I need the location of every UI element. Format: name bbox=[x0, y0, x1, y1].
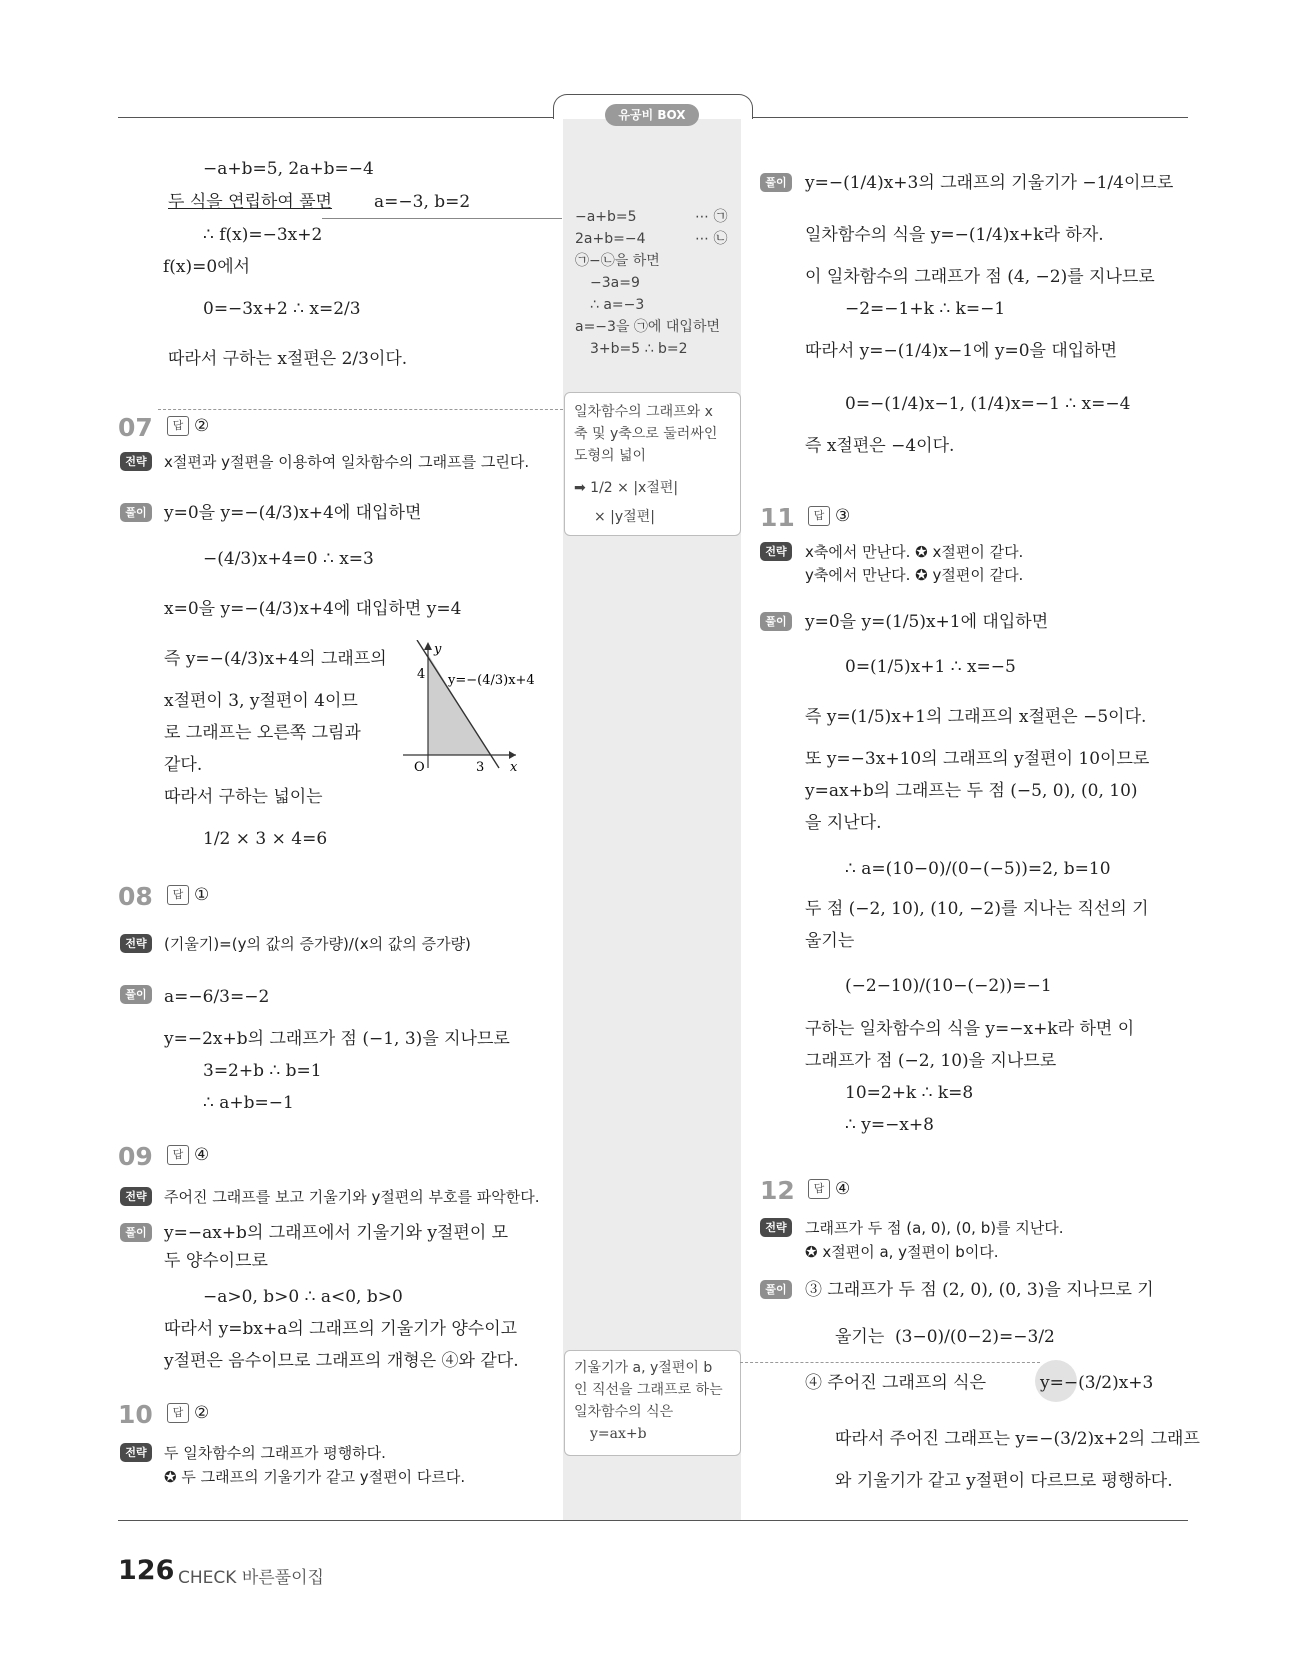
strategy-12-1: 그래프가 두 점 (a, 0), (0, b)를 지난다. bbox=[805, 1219, 1064, 1237]
graph-x-tick: 3 bbox=[476, 760, 485, 774]
question-number-08: 08 bbox=[118, 882, 153, 911]
q10-line-1: y=−(1/4)x+3의 그래프의 기울기가 −1/4이므로 bbox=[805, 173, 1174, 193]
q11-line-4: 또 y=−3x+10의 그래프의 y절편이 10이므로 bbox=[805, 749, 1150, 769]
q12-line-2: 울기는 bbox=[835, 1327, 885, 1347]
side-system-3: ㉠−㉡을 하면 bbox=[575, 253, 660, 269]
q11-line-12: 그래프가 점 (−2, 10)을 지나므로 bbox=[805, 1051, 1057, 1071]
q07-line-8: 따라서 구하는 넓이는 bbox=[164, 787, 323, 807]
q08-line-3: 3=2+b ∴ b=1 bbox=[203, 1061, 322, 1081]
q07-graph bbox=[398, 640, 550, 774]
bottom-rule bbox=[118, 1520, 1188, 1521]
q11-line-14: ∴ y=−x+8 bbox=[845, 1115, 934, 1135]
y-arrow bbox=[424, 642, 432, 650]
side-box1-line-3: 도형의 넓이 bbox=[574, 448, 647, 464]
q09-line-3: −a>0, b>0 ∴ a<0, b>0 bbox=[203, 1287, 403, 1307]
q10-line-7: 즉 x절편은 −4이다. bbox=[805, 436, 955, 456]
side-system-7: 3+b=5 ∴ b=2 bbox=[590, 341, 688, 357]
answer-09-value: ④ bbox=[194, 1145, 210, 1165]
answer-12-value: ④ bbox=[835, 1179, 851, 1199]
strategy-10-1: 두 일차함수의 그래프가 평행하다. bbox=[164, 1444, 386, 1462]
answer-08-value: ① bbox=[194, 885, 210, 905]
strategy-11-2: y축에서 만난다. ✪ y절편이 같다. bbox=[805, 566, 1024, 584]
q08-line-4: ∴ a+b=−1 bbox=[203, 1093, 294, 1113]
answer-07-value: ② bbox=[194, 416, 210, 436]
box-label: 유공비 BOX bbox=[605, 104, 699, 126]
q10-line-2: 일차함수의 식을 y=−(1/4)x+k라 하자. bbox=[805, 225, 1104, 245]
q10-line-4: −2=−1+k ∴ k=−1 bbox=[845, 299, 1006, 319]
answer-09: 답 ④ bbox=[167, 1145, 209, 1165]
question-number-11: 11 bbox=[760, 503, 795, 532]
q07-line-6: 로 그래프는 오른쪽 그림과 bbox=[164, 723, 361, 743]
side-box2-line-1: 기울기가 a, y절편이 b bbox=[574, 1360, 713, 1376]
q09-line-1: y=−ax+b의 그래프에서 기울기와 y절편이 모 bbox=[164, 1223, 509, 1243]
side-box2-line-4: y=ax+b bbox=[590, 1426, 647, 1442]
prelude-line-2: 두 식을 연립하여 풀면 bbox=[168, 192, 333, 212]
q09-line-2: 두 양수이므로 bbox=[164, 1251, 268, 1271]
prelude-line-6: 따라서 구하는 x절편은 2/3이다. bbox=[168, 349, 408, 369]
answer-10-value: ② bbox=[194, 1403, 210, 1423]
answer-10: 답 ② bbox=[167, 1403, 209, 1423]
solution-tag-09: 풀이 bbox=[120, 1223, 152, 1242]
side-system-1-mark: ⋯ ㉠ bbox=[695, 209, 728, 225]
prelude-line-5: 0=−3x+2 ∴ x=2/3 bbox=[203, 299, 361, 319]
leader-line bbox=[322, 218, 562, 219]
prelude-line-3: ∴ f(x)=−3x+2 bbox=[203, 225, 323, 245]
strategy-11-1: x축에서 만난다. ✪ x절편이 같다. bbox=[805, 543, 1024, 561]
graph-y-label: y bbox=[434, 642, 442, 657]
q11-line-9: 울기는 bbox=[805, 931, 855, 951]
strategy-tag-12: 전략 bbox=[760, 1218, 792, 1237]
q12-line-3b: y=−(3/2)x+3 bbox=[1040, 1373, 1154, 1393]
book-title: CHECK 바른풀이집 bbox=[178, 1568, 324, 1588]
q11-line-3: 즉 y=(1/5)x+1의 그래프의 x절편은 −5이다. bbox=[805, 707, 1147, 727]
dashed-leader-12 bbox=[740, 1362, 1040, 1363]
solution-tag-07: 풀이 bbox=[120, 503, 152, 522]
q11-line-7: ∴ a=(10−0)/(0−(−5))=2, b=10 bbox=[845, 859, 1111, 879]
q08-line-1: a=−6/3=−2 bbox=[164, 987, 270, 1007]
q07-line-5: x절편이 3, y절편이 4이므 bbox=[164, 691, 358, 711]
strategy-07: x절편과 y절편을 이용하여 일차함수의 그래프를 그린다. bbox=[164, 453, 530, 471]
side-system-1: −a+b=5 bbox=[575, 209, 637, 225]
answer-08: 답 ① bbox=[167, 885, 209, 905]
side-box1-line-2: 축 및 y축으로 둘러싸인 bbox=[574, 426, 718, 442]
q11-line-6: 을 지난다. bbox=[805, 813, 882, 833]
q11-line-8: 두 점 (−2, 10), (10, −2)를 지나는 직선의 기 bbox=[805, 899, 1149, 919]
side-box1-line-1: 일차함수의 그래프와 x bbox=[574, 404, 713, 420]
dashed-leader-07 bbox=[158, 409, 563, 410]
page-number: 126 bbox=[118, 1555, 175, 1586]
strategy-08: (기울기)=(y의 값의 증가량)/(x의 값의 증가량) bbox=[164, 935, 471, 953]
answer-11: 답 ③ bbox=[808, 506, 850, 526]
question-number-10: 10 bbox=[118, 1400, 153, 1429]
q11-line-1: y=0을 y=(1/5)x+1에 대입하면 bbox=[805, 612, 1049, 632]
answer-11-value: ③ bbox=[835, 506, 851, 526]
q12-line-4: 따라서 주어진 그래프는 y=−(3/2)x+2의 그래프 bbox=[835, 1429, 1200, 1449]
q12-line-5: 와 기울기가 같고 y절편이 다르므로 평행하다. bbox=[835, 1471, 1173, 1491]
q11-line-5: y=ax+b의 그래프는 두 점 (−5, 0), (0, 10) bbox=[805, 781, 1138, 801]
strategy-12-2: ✪ x절편이 a, y절편이 b이다. bbox=[805, 1243, 999, 1261]
strategy-tag-07: 전략 bbox=[120, 452, 152, 471]
side-system-5: ∴ a=−3 bbox=[590, 297, 645, 313]
prelude-line-4: f(x)=0에서 bbox=[163, 257, 251, 277]
prelude-line-2b: a=−3, b=2 bbox=[374, 192, 471, 212]
side-system-2: 2a+b=−4 bbox=[575, 231, 646, 247]
q09-line-5: y절편은 음수이므로 그래프의 개형은 ④와 같다. bbox=[164, 1351, 519, 1371]
side-box1-line-5: × |y절편| bbox=[594, 509, 655, 525]
q07-line-1: y=0을 y=−(4/3)x+4에 대입하면 bbox=[164, 503, 422, 523]
side-system-2-mark: ⋯ ㉡ bbox=[695, 231, 728, 247]
q07-line-9: 1/2 × 3 × 4=6 bbox=[203, 829, 328, 849]
question-number-12: 12 bbox=[760, 1176, 795, 1205]
graph-line-label: y=−(4/3)x+4 bbox=[448, 673, 535, 688]
strategy-tag-08: 전략 bbox=[120, 934, 152, 953]
q07-line-7: 같다. bbox=[164, 755, 203, 775]
question-number-07: 07 bbox=[118, 413, 153, 442]
strategy-tag-10: 전략 bbox=[120, 1443, 152, 1462]
solution-tag-12: 풀이 bbox=[760, 1280, 792, 1299]
q11-line-13: 10=2+k ∴ k=8 bbox=[845, 1083, 974, 1103]
q12-line-2b: (3−0)/(0−2)=−3/2 bbox=[895, 1327, 1055, 1347]
q12-line-3: ④ 주어진 그래프의 식은 bbox=[805, 1373, 987, 1393]
side-box2-line-3: 일차함수의 식은 bbox=[574, 1404, 674, 1420]
answer-12: 답 ④ bbox=[808, 1179, 850, 1199]
q10-line-3: 이 일차함수의 그래프가 점 (4, −2)를 지나므로 bbox=[805, 267, 1155, 287]
q09-line-4: 따라서 y=bx+a의 그래프의 기울기가 양수이고 bbox=[164, 1319, 518, 1339]
q07-line-2: −(4/3)x+4=0 ∴ x=3 bbox=[203, 549, 374, 569]
solution-tag-10: 풀이 bbox=[760, 173, 792, 192]
prelude-line-1: −a+b=5, 2a+b=−4 bbox=[203, 159, 374, 179]
q10-line-6: 0=−(1/4)x−1, (1/4)x=−1 ∴ x=−4 bbox=[845, 394, 1131, 414]
q11-line-10: (−2−10)/(10−(−2))=−1 bbox=[845, 976, 1052, 996]
solution-tag-08: 풀이 bbox=[120, 985, 152, 1004]
answer-07: 답 ② bbox=[167, 416, 209, 436]
strategy-09: 주어진 그래프를 보고 기울기와 y절편의 부호를 파악한다. bbox=[164, 1188, 540, 1206]
q11-line-11: 구하는 일차함수의 식을 y=−x+k라 하면 이 bbox=[805, 1019, 1135, 1039]
solution-tag-11: 풀이 bbox=[760, 612, 792, 631]
graph-origin: O bbox=[414, 760, 425, 774]
graph-x-label: x bbox=[510, 760, 518, 774]
strategy-tag-09: 전략 bbox=[120, 1187, 152, 1206]
graph-y-tick: 4 bbox=[417, 667, 426, 682]
question-number-09: 09 bbox=[118, 1142, 153, 1171]
q12-line-1: ③ 그래프가 두 점 (2, 0), (0, 3)을 지나므로 기 bbox=[805, 1280, 1154, 1300]
strategy-10-2: ✪ 두 그래프의 기울기가 같고 y절편이 다르다. bbox=[164, 1468, 466, 1486]
side-system-4: −3a=9 bbox=[590, 275, 640, 291]
side-system-6: a=−3을 ㉠에 대입하면 bbox=[575, 319, 720, 335]
x-arrow bbox=[509, 751, 516, 759]
q07-line-3: x=0을 y=−(4/3)x+4에 대입하면 y=4 bbox=[164, 599, 462, 619]
q10-line-5: 따라서 y=−(1/4)x−1에 y=0을 대입하면 bbox=[805, 341, 1118, 361]
side-box1-line-4: ➡ 1/2 × |x절편| bbox=[574, 480, 679, 496]
side-box2-line-2: 인 직선을 그래프로 하는 bbox=[574, 1382, 723, 1398]
q11-line-2: 0=(1/5)x+1 ∴ x=−5 bbox=[845, 657, 1016, 677]
q07-line-4: 즉 y=−(4/3)x+4의 그래프의 bbox=[164, 649, 387, 669]
strategy-tag-11: 전략 bbox=[760, 542, 792, 561]
q08-line-2: y=−2x+b의 그래프가 점 (−1, 3)을 지나므로 bbox=[164, 1029, 510, 1049]
